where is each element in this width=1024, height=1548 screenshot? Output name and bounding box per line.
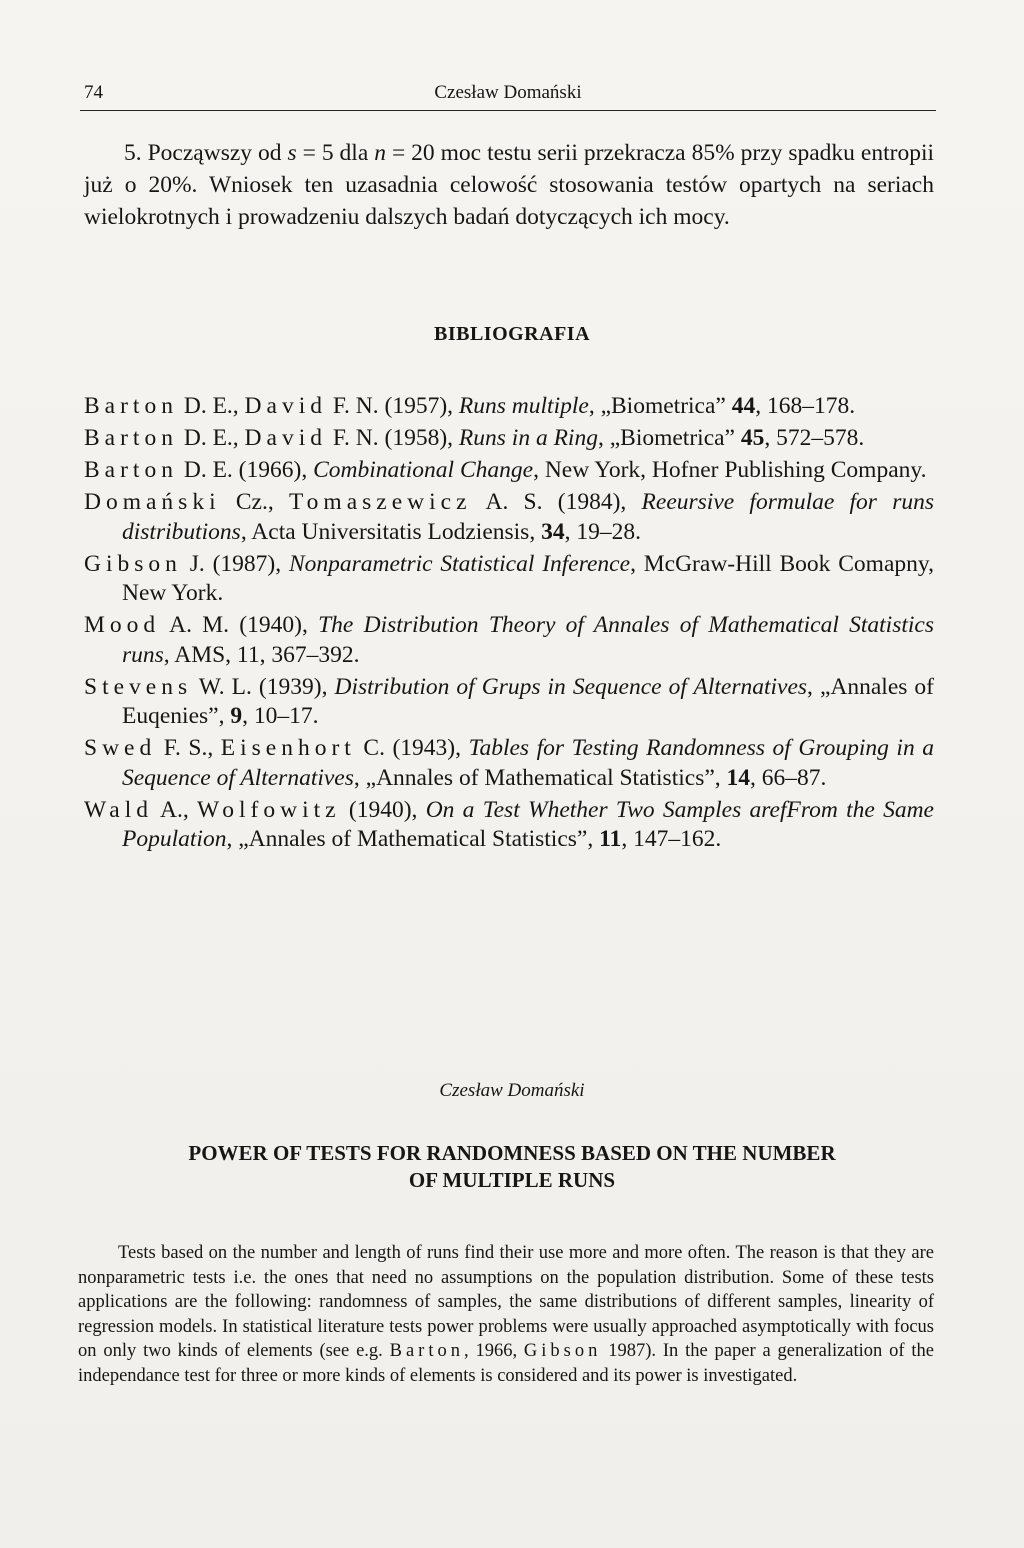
summary-abstract [78,1241,934,1388]
ref-text: F. S., [156,735,221,761]
ref-title: Nonparametric Statistical Inference [288,550,631,577]
page-number: 74 [84,82,103,103]
ref-text: Cz., [220,489,289,515]
abstract-text: Tests based on the number and length of runs find their use more and more often. The reason is that they are nonparametric tests i.e. the ones that need no assumptions on the population distribution. Some of these tests applications are the following: randomness of samples, the same distributions of different samples, linearity of regression models. In statistical literature tests power problems were usually approached asymptotically with focus on only two kinds of elements (see e.g. [78,1243,934,1361]
reference-item [84,392,934,422]
ref-author: Gibson [84,550,182,577]
ref-text: A. S. (1984), [471,489,642,515]
ref-text: A. M. (1940), [160,612,319,638]
ref-volume: 9 [230,703,243,729]
ref-author: Wolfowitz [196,796,341,823]
ref-title: Distribution of Grups in Sequence of Alternatives [334,673,808,700]
conclusion-text-a: Począwszy od [147,140,288,166]
ref-author: Domański [84,489,221,515]
reference-item [84,673,934,732]
ref-text: D. E., [177,425,245,451]
reference-item [84,796,934,855]
ref-author: Mood [84,612,161,638]
reference-item [84,456,934,486]
ref-text: F. N. (1957), [326,393,459,419]
ref-title: The Distribution Theory of Annales of Mathematical Statistics runs [122,612,934,668]
ref-title: Combinational Change [313,457,534,483]
ref-text: , „Annales of Euqenies”, [122,673,935,729]
ref-title: Tables for Testing Randomness of Grouping in a Sequence of Alternatives [122,735,934,791]
ref-text: , New York, Hofner Publishing Company. [533,457,927,483]
reference-item [84,550,934,609]
ref-volume: 14 [726,764,751,791]
ref-author: Tomaszewicz [288,489,472,515]
variable-s: s [287,140,297,166]
ref-author: David [244,425,327,451]
ref-text: , 19–28. [564,518,641,545]
running-header [80,82,936,111]
conclusion-paragraph [84,137,934,233]
ref-volume: 11 [599,826,622,852]
ref-text: , 147–162. [621,826,722,852]
summary-author: Czesław Domański [439,1080,585,1101]
ref-title: Runs multiple [458,393,589,419]
ref-text: A., [153,796,197,823]
ref-author: Wald [84,796,154,823]
ref-author: Eisenhort [220,735,356,761]
ref-author: Swed [84,735,157,761]
ref-text: , „Annales of Mathematical Statistics”, [226,826,600,852]
reference-list [84,392,934,857]
ref-text: , 66–87. [750,764,827,791]
conclusion-text-c: = 20 moc testu serii przekracza 85% przy spadku entropii już o 20%. Wniosek ten uzasadnia celowość stosowania testów opartych na seriach wielokrotnych i prowadzeniu dalszych badań dotyczących ich mocy. [84,140,934,230]
ref-text: J. (1987), [181,550,289,577]
ref-title: On a Test Whether Two Samples arefFrom the Same Population [122,796,934,852]
ref-text: C. (1943), [355,735,469,761]
summary-title-line: OF MULTIPLE RUNS [408,1168,616,1192]
conclusion-text-b: = 5 dla [296,140,375,166]
abstract-author: Barton [389,1341,464,1361]
ref-title: Runs in a Ring [458,425,598,451]
ref-author: Barton [84,425,178,451]
running-author: Czesław Domański [434,82,582,103]
ref-author: Stevens [84,673,193,700]
variable-n: n [374,140,386,166]
reference-item [84,734,934,793]
ref-text: , AMS, 11, 367–392. [163,641,360,668]
ref-text: W. L. (1939), [192,673,335,700]
abstract-text: , 1966, [463,1341,524,1361]
ref-text: D. E. (1966), [177,457,314,483]
ref-author: Barton [84,393,178,419]
ref-volume: 45 [740,425,765,451]
ref-text: , „Biometrica” [597,425,741,451]
ref-text: , McGraw-Hill Book Comapny, New York. [122,550,934,606]
reference-item [84,424,934,454]
bibliography-heading: BIBLIOGRAFIA [433,323,591,345]
ref-text: F. N. (1958), [326,425,459,451]
ref-author: Barton [84,457,178,483]
ref-volume: 34 [541,518,565,545]
ref-text: , 572–578. [764,425,865,451]
ref-text: (1940), [340,796,426,823]
ref-author: David [244,393,327,419]
summary-title [100,1140,924,1194]
ref-text: , „Annales of Mathematical Statistics”, [353,764,727,791]
reference-item [84,488,934,547]
ref-text: D. E., [177,393,245,419]
ref-title: Reeursive formulae for runs distributions [122,489,934,545]
ref-text: , 10–17. [242,703,319,729]
ref-volume: 44 [731,393,756,419]
conclusion-number: 5. [124,140,142,166]
summary-title-line: POWER OF TESTS FOR RANDOMNESS BASED ON THE NUMBER [188,1141,836,1165]
reference-item [84,611,934,670]
ref-text: , 168–178. [755,393,856,419]
abstract-text: 1987). In the paper a generalization of the independance test for three or more kinds of elements is considered and its power is investigated. [78,1341,934,1386]
ref-text: , „Biometrica” [588,393,732,419]
abstract-author: Gibson [523,1341,602,1361]
ref-text: , Acta Universitatis Lodziensis, [240,518,542,545]
